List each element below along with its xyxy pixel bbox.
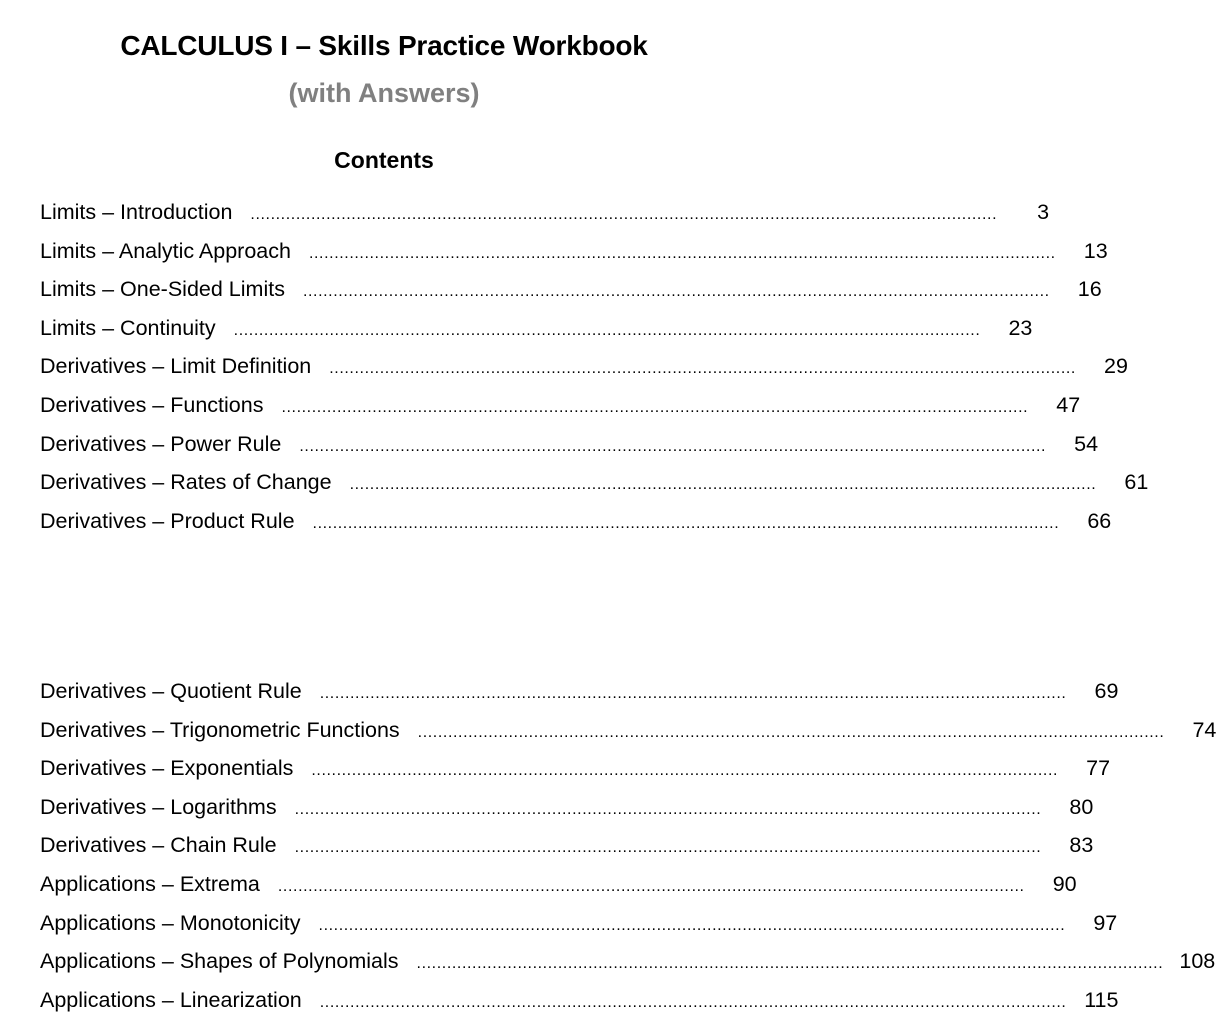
toc-dot-leader: .................................................................................................................................................... [349, 476, 1097, 494]
toc-dot-leader: .................................................................................................................................................... [329, 360, 1076, 378]
document-subtitle: (with Answers) [288, 78, 480, 108]
toc-entry-page: 80 [1069, 794, 1094, 819]
toc-entry-page: 74 [1192, 717, 1216, 742]
toc-dot-leader: .................................................................................................................................................... [250, 206, 998, 223]
toc-entry-title: Derivatives – Product Rule [40, 508, 295, 533]
toc-entry [40, 826, 1094, 865]
toc-entry-page: 108 [1179, 949, 1216, 974]
toc-entry [40, 270, 1102, 309]
toc-entry-page: 23 [1008, 315, 1033, 340]
toc-entry-title: Limits – One-Sided Limits [40, 277, 285, 302]
toc-dot-leader: .................................................................................................................................................... [311, 762, 1059, 780]
toc-dot-leader: .................................................................................................................................................... [319, 993, 1067, 1011]
toc-entry-title: Derivatives – Power Rule [40, 431, 282, 456]
toc-entry-page: 83 [1069, 833, 1094, 858]
toc-dot-leader: .................................................................................................................................................... [277, 877, 1025, 895]
toc-dot-leader: .................................................................................................................................................... [233, 321, 981, 339]
toc-entry-page: 16 [1077, 277, 1102, 302]
toc-entry [40, 463, 1149, 502]
toc-dot-leader: .................................................................................................................................................... [319, 685, 1067, 702]
toc-entry-title: Limits – Introduction [40, 200, 233, 224]
toc-entry-title: Limits – Continuity [40, 315, 216, 340]
toc-entry-title: Derivatives – Chain Rule [40, 833, 277, 858]
toc-entry-page: 69 [1094, 679, 1119, 703]
toc-dot-leader: .................................................................................................................................................... [417, 723, 1165, 741]
toc-dot-leader: .................................................................................................................................................... [281, 398, 1029, 416]
toc-entry-title: Derivatives – Rates of Change [40, 470, 332, 495]
toc-entry-title: Applications – Extrema [40, 871, 260, 896]
toc-dot-leader: .................................................................................................................................................... [294, 839, 1042, 857]
toc-entry [40, 425, 1099, 464]
toc-dot-leader: .................................................................................................................................................... [294, 800, 1042, 818]
toc-entry-title: Derivatives – Functions [40, 392, 264, 417]
toc-dot-leader: .................................................................................................................................................... [308, 244, 1056, 262]
toc-entry [40, 788, 1094, 827]
toc-entry-title: Applications – Linearization [40, 987, 302, 1012]
toc-entry [40, 309, 1033, 348]
toc-entry [40, 347, 1128, 386]
toc-entry-title: Applications – Shapes of Polynomials [40, 949, 399, 974]
toc-entry-title: Derivatives – Logarithms [40, 794, 277, 819]
contents-heading: Contents [334, 147, 434, 173]
toc-entry [40, 672, 1119, 711]
toc-dot-leader: .................................................................................................................................................... [416, 955, 1164, 973]
toc-entry-page: 66 [1087, 508, 1112, 533]
toc-entry-page: 47 [1056, 392, 1081, 417]
toc-entry-page: 90 [1052, 871, 1077, 896]
toc-entry [40, 865, 1077, 904]
toc-entry-title: Derivatives – Trigonometric Functions [40, 717, 400, 742]
toc-entry-title: Derivatives – Quotient Rule [40, 679, 302, 703]
toc-entry-page: 54 [1074, 431, 1099, 456]
toc-entry-page: 29 [1104, 354, 1128, 379]
toc-entry-page: 13 [1083, 238, 1108, 263]
toc-entry-title: Derivatives – Exponentials [40, 756, 294, 781]
toc-entry-page: 3 [1037, 200, 1050, 224]
toc-entry [40, 193, 1050, 232]
toc-dot-leader: .................................................................................................................................................... [302, 283, 1050, 301]
toc-entry [40, 711, 1216, 750]
toc-dot-leader: .................................................................................................................................................... [299, 437, 1047, 455]
toc-entry-page: 97 [1093, 910, 1118, 935]
toc-entry-title: Applications – Monotonicity [40, 910, 301, 935]
toc-entry-page: 61 [1124, 470, 1149, 495]
toc-entry [40, 749, 1111, 788]
toc-entry [40, 386, 1081, 425]
toc-section-2 [40, 672, 1216, 1019]
toc-entry [40, 904, 1118, 943]
toc-entry-title: Limits – Analytic Approach [40, 238, 291, 263]
toc-entry-title: Derivatives – Limit Definition [40, 354, 312, 379]
toc-entry [40, 981, 1119, 1020]
toc-entry [40, 942, 1216, 981]
toc-dot-leader: .................................................................................................................................................... [318, 916, 1066, 934]
document-title: CALCULUS I – Skills Practice Workbook [120, 30, 648, 61]
toc-entry-page: 77 [1086, 756, 1111, 781]
toc-section-1 [40, 193, 1149, 540]
toc-entry [40, 502, 1112, 541]
toc-entry-page: 115 [1084, 987, 1119, 1012]
toc-entry [40, 232, 1108, 271]
toc-dot-leader: .................................................................................................................................................... [312, 514, 1060, 532]
